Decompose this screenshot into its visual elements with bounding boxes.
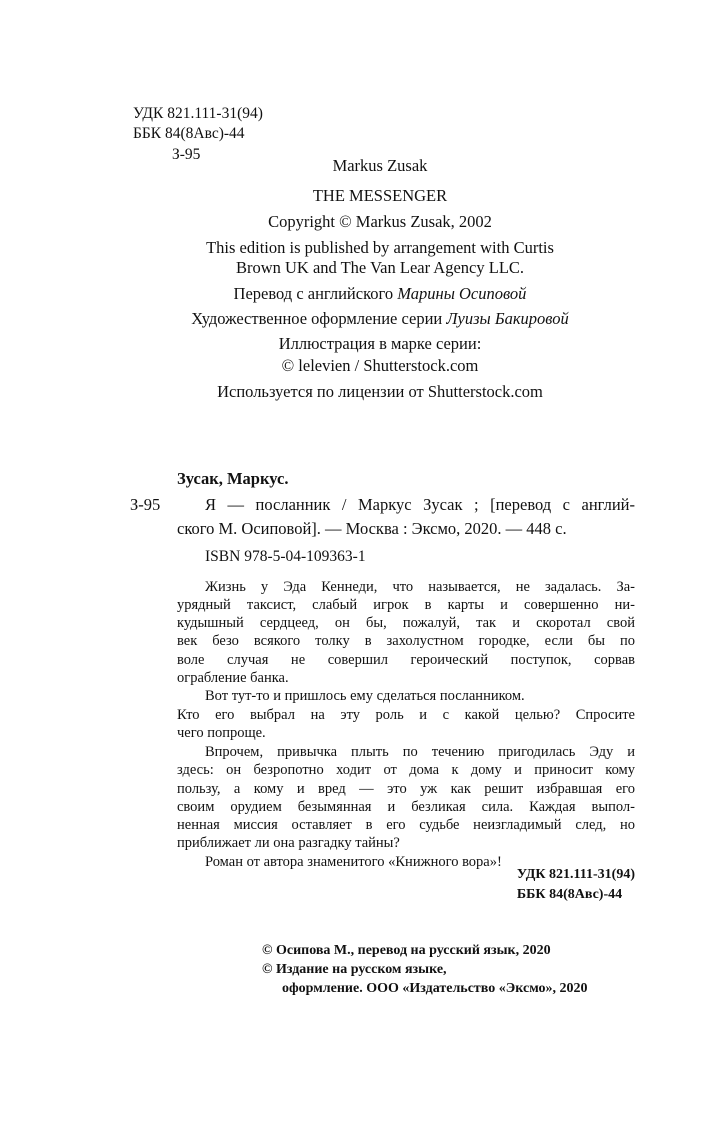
annotation-line: ненная миссия оставляет в его судьбе неизгладимый след, но: [177, 817, 635, 833]
annotation-line: Кто его выбрал на эту роль и с какой целью? Спросите: [177, 707, 635, 723]
original-author: Markus Zusak: [332, 156, 428, 175]
annotation-line: Вот тут-то и пришлось ему сделаться посланником.: [205, 688, 525, 704]
annotation-line: Роман от автора знаменитого «Книжного вора»!: [205, 854, 502, 870]
copyright-translation: © Осипова М., перевод на русский язык, 2020: [262, 943, 551, 958]
annotation-line: век безо всякого толку в захолустном городке, если бы по: [177, 633, 635, 649]
bbk-code: ББК 84(8Авс)-44: [133, 125, 245, 142]
isbn: ISBN 978-5-04-109363-1: [205, 548, 366, 565]
footer-codes: [517, 865, 635, 905]
copyright-edition-line2: оформление. ООО «Издательство «Эксмо», 2020: [282, 981, 588, 996]
copyright-edition-line1: © Издание на русском языке,: [262, 962, 447, 977]
annotation-line: Жизнь у Эда Кеннеди, что называется, не задалась. За-: [205, 579, 635, 595]
edition-note-line1: This edition is published by arrangement with Curtis: [206, 238, 554, 257]
udk-code: УДК 821.111-31(94): [133, 105, 263, 122]
annotation-line: урядный таксист, слабый игрок в карты и совершенно ни-: [177, 597, 635, 613]
author-mark: З-95: [172, 146, 201, 163]
footer-udk-code: УДК 821.111-31(94): [516, 867, 635, 882]
illustration-label: Иллюстрация в марке серии:: [278, 334, 482, 353]
annotation-line: здесь: он безропотно ходит от дома к дому и приносит кому: [177, 762, 635, 778]
translator-name: Марины Осиповой: [397, 284, 527, 303]
annotation-line: чего попроще.: [177, 725, 266, 741]
original-copyright: Copyright © Markus Zusak, 2002: [268, 212, 492, 231]
annotation-line: кудышный сердцеед, он бы, пожалуй, так и скоротал свой: [177, 615, 635, 631]
edition-note-line2: Brown UK and The Van Lear Agency LLC.: [235, 258, 525, 277]
annotation-line: Впрочем, привычка плыть по течению пригодилась Эду и: [205, 744, 635, 760]
translation-prefix: Перевод с английского: [233, 284, 398, 303]
designer-name: Луизы Бакировой: [446, 309, 569, 328]
translation-credit: [125, 282, 635, 305]
original-title: THE MESSENGER: [312, 186, 448, 205]
annotation-line: приближает ли она разгадку тайны?: [177, 835, 400, 851]
design-prefix: Художественное оформление серии: [191, 309, 447, 328]
catalog-description-line2: ского М. Осиповой]. — Москва : Эксмо, 2020. — 448 с.: [177, 519, 567, 538]
annotation-line: своим орудием безымянная и безликая сила. Каждая выпол-: [177, 799, 635, 815]
illustration-credit: © lelevien / Shutterstock.com: [281, 356, 479, 375]
catalog-description-line1: Я — посланник / Маркус Зусак ; [перевод с англий-: [205, 495, 635, 514]
catalog-author-heading: Зусак, Маркус.: [177, 469, 289, 488]
footer-bbk-code: ББК 84(8Авс)-44: [516, 887, 623, 902]
annotation-line: воле случая не совершил героический поступок, сорвав: [177, 652, 635, 668]
catalog-mark: З-95: [130, 495, 161, 514]
design-credit: [125, 307, 635, 330]
license-note: Используется по лицензии от Shutterstock.com: [217, 382, 543, 401]
annotation-line: пользу, а кому и вред — это уж как решит избравшая его: [177, 781, 635, 797]
annotation-line: ограбление банка.: [177, 670, 289, 686]
